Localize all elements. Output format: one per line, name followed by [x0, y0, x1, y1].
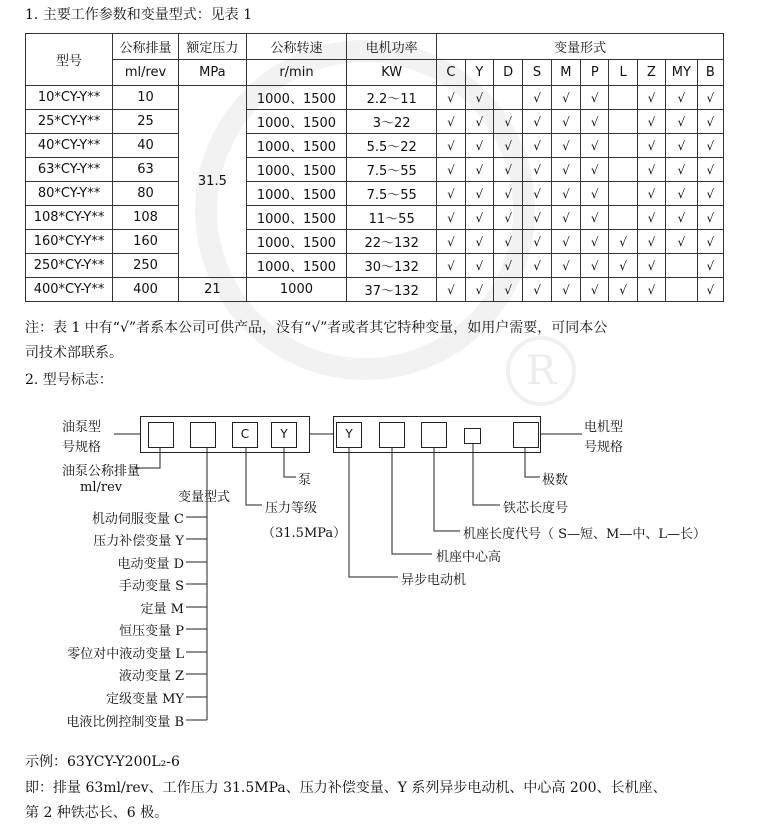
cell-model: 25*CY-Y**: [26, 110, 113, 134]
cell-check-d: √: [493, 182, 522, 206]
cell-pressure-merged: 31.5: [178, 86, 246, 278]
cell-check-y: √: [465, 158, 493, 182]
cell-check-my: √: [666, 206, 697, 230]
cell-model: 10*CY-Y**: [26, 86, 113, 110]
cell-check-d: √: [493, 278, 522, 302]
cell-model: 160*CY-Y**: [26, 230, 113, 254]
variable-type-item: 电动变量 D: [117, 557, 184, 572]
cell-check-s: √: [523, 254, 551, 278]
cell-check-p: √: [581, 278, 609, 302]
cell-check-s: √: [523, 230, 551, 254]
cell-check-l: √: [609, 230, 637, 254]
cell-check-z: √: [637, 230, 665, 254]
cell-displacement: 40: [113, 134, 179, 158]
cell-model: 250*CY-Y**: [26, 254, 113, 278]
var-code-d: D: [493, 60, 522, 86]
cell-check-p: √: [581, 230, 609, 254]
cell-speed: 1000、1500: [246, 182, 346, 206]
cell-power: 30～132: [347, 254, 437, 278]
cell-check-p: √: [581, 110, 609, 134]
unit-speed: r/min: [246, 60, 346, 86]
label-pump: 泵: [298, 473, 312, 488]
cell-check-p: √: [581, 134, 609, 158]
cell-check-y: √: [465, 278, 493, 302]
cell-speed: 1000: [246, 278, 346, 302]
cell-check-p: √: [581, 158, 609, 182]
unit-displacement: ml/rev: [113, 60, 179, 86]
header-model: 型号: [26, 34, 113, 86]
label-async-motor: 异步电动机: [401, 573, 467, 588]
watermark-registered-mark: R: [506, 336, 576, 406]
label-motor-spec-1: 电机型: [584, 420, 624, 435]
cell-displacement: 10: [113, 86, 179, 110]
cell-check-l: √: [609, 278, 637, 302]
label-pressure-grade: 压力等级: [265, 501, 318, 516]
label-pump-disp-1: 油泵公称排量: [62, 464, 141, 479]
note-line-1: 注：表 1 中有“√”者系本公司可供产品，没有“√”者或者其它特种变量，如用户需要，可同本公: [25, 320, 608, 336]
header-power: 电机功率: [347, 34, 437, 60]
cell-displacement: 25: [113, 110, 179, 134]
cell-check-d: √: [493, 254, 522, 278]
cell-check-y: √: [465, 230, 493, 254]
label-frame-length: 机座长度代号（ S—短、M—中、L—长）: [463, 527, 706, 542]
cell-check-c: √: [437, 278, 465, 302]
cell-check-m: √: [551, 254, 580, 278]
cell-power: 11～55: [347, 206, 437, 230]
label-pressure-value: （31.5MPa）: [262, 526, 347, 541]
explanation-line-1: 即：排量 63ml/rev、工作压力 31.5MPa、压力补偿变量、Y 系列异步电动机、中心高 200、长机座、: [25, 780, 667, 796]
cell-check-b: √: [697, 254, 723, 278]
cell-check-b: √: [697, 110, 723, 134]
cell-model: 400*CY-Y**: [26, 278, 113, 302]
cell-check-z: √: [637, 206, 665, 230]
cell-check-m: √: [551, 86, 580, 110]
slot-frame-length: [421, 422, 447, 448]
cell-check-s: √: [523, 182, 551, 206]
cell-check-my: √: [666, 230, 697, 254]
cell-check-m: √: [551, 278, 580, 302]
header-displacement: 公称排量: [113, 34, 179, 60]
cell-check-y: √: [465, 86, 493, 110]
cell-check-b: √: [697, 158, 723, 182]
heading-model-designation: 2. 型号标志：: [25, 372, 113, 388]
cell-model: 40*CY-Y**: [26, 134, 113, 158]
cell-check-m: √: [551, 134, 580, 158]
label-variable-type: 变量型式: [178, 490, 231, 505]
cell-speed: 1000、1500: [246, 230, 346, 254]
header-pressure: 额定压力: [178, 34, 246, 60]
slot-motor-y: Y: [336, 422, 362, 448]
cell-check-p: √: [581, 254, 609, 278]
cell-check-y: √: [465, 254, 493, 278]
cell-check-b: √: [697, 206, 723, 230]
cell-power: 3～22: [347, 110, 437, 134]
header-speed: 公称转速: [246, 34, 346, 60]
cell-displacement: 108: [113, 206, 179, 230]
cell-check-z: √: [637, 158, 665, 182]
cell-check-m: √: [551, 158, 580, 182]
cell-power: 37～132: [347, 278, 437, 302]
example-line: 示例：63YCY-Y200L₂-6: [25, 754, 180, 770]
cell-check-z: √: [637, 110, 665, 134]
cell-check-b: √: [697, 278, 723, 302]
label-core-length: 铁芯长度号: [503, 501, 569, 516]
var-code-b: B: [697, 60, 723, 86]
cell-check-b: √: [697, 182, 723, 206]
cell-check-c: √: [437, 230, 465, 254]
cell-displacement: 400: [113, 278, 179, 302]
variable-type-item: 定级变量 MY: [105, 692, 184, 707]
cell-check-m: √: [551, 110, 580, 134]
unit-power: KW: [347, 60, 437, 86]
cell-displacement: 160: [113, 230, 179, 254]
cell-check-d: √: [493, 158, 522, 182]
cell-power: 7.5～55: [347, 182, 437, 206]
cell-check-b: √: [697, 134, 723, 158]
cell-check-z: √: [637, 134, 665, 158]
cell-check-c: √: [437, 110, 465, 134]
cell-speed: 1000、1500: [246, 86, 346, 110]
cell-displacement: 250: [113, 254, 179, 278]
var-code-my: MY: [666, 60, 697, 86]
cell-check-z: √: [637, 278, 665, 302]
cell-model: 63*CY-Y**: [26, 158, 113, 182]
cell-model: 80*CY-Y**: [26, 182, 113, 206]
slot-core-length: [464, 428, 481, 444]
explanation-line-2: 第 2 种铁芯长、6 极。: [25, 805, 169, 821]
slot-variable-type: [190, 422, 216, 448]
heading-main-params: 1. 主要工作参数和变量型式：见表 1: [25, 7, 253, 23]
cell-speed: 1000、1500: [246, 206, 346, 230]
label-motor-spec-2: 号规格: [584, 440, 624, 455]
cell-check-s: √: [523, 110, 551, 134]
cell-check-y: √: [465, 206, 493, 230]
cell-check-c: √: [437, 254, 465, 278]
cell-check-c: √: [437, 134, 465, 158]
cell-check-y: √: [465, 182, 493, 206]
cell-check-c: √: [437, 206, 465, 230]
var-code-m: M: [551, 60, 580, 86]
variable-type-item: 液动变量 Z: [118, 669, 184, 684]
slot-pump-c: C: [232, 422, 258, 448]
cell-power: 2.2～11: [347, 86, 437, 110]
cell-speed: 1000、1500: [246, 158, 346, 182]
cell-check-s: √: [523, 206, 551, 230]
cell-displacement: 80: [113, 182, 179, 206]
cell-check-b: √: [697, 86, 723, 110]
variable-type-item: 电液比例控制变量 B: [66, 715, 184, 730]
cell-check-z: √: [637, 254, 665, 278]
slot-pump-y: Y: [271, 422, 297, 448]
cell-check-c: √: [437, 158, 465, 182]
cell-check-d: √: [493, 206, 522, 230]
var-code-l: L: [609, 60, 637, 86]
cell-power: 22～132: [347, 230, 437, 254]
cell-check-my: √: [666, 110, 697, 134]
note-line-2: 司技术部联系。: [25, 345, 123, 361]
cell-check-my: √: [666, 182, 697, 206]
variable-type-item: 定量 M: [140, 602, 184, 617]
cell-check-s: √: [523, 278, 551, 302]
var-code-z: Z: [637, 60, 665, 86]
label-pump-spec-2: 号规格: [62, 440, 102, 455]
cell-check-z: √: [637, 86, 665, 110]
var-code-s: S: [523, 60, 551, 86]
cell-speed: 1000、1500: [246, 134, 346, 158]
cell-check-d: √: [493, 134, 522, 158]
var-code-p: P: [581, 60, 609, 86]
cell-check-p: √: [581, 182, 609, 206]
cell-speed: 1000、1500: [246, 254, 346, 278]
variable-type-item: 零位对中液动变量 L: [67, 647, 184, 662]
cell-check-z: √: [637, 182, 665, 206]
var-code-c: C: [437, 60, 465, 86]
header-variable-type: 变量形式: [437, 34, 724, 60]
label-pump-disp-2: ml/rev: [80, 480, 123, 495]
cell-check-l: √: [609, 254, 637, 278]
cell-power: 7.5～55: [347, 158, 437, 182]
cell-check-d: √: [493, 230, 522, 254]
cell-check-m: √: [551, 206, 580, 230]
label-poles: 极数: [542, 473, 569, 488]
cell-check-p: √: [581, 206, 609, 230]
cell-check-b: √: [697, 230, 723, 254]
slot-pump-spec: [148, 422, 174, 448]
cell-power: 5.5～22: [347, 134, 437, 158]
variable-type-item: 恒压变量 P: [119, 624, 184, 639]
cell-check-m: √: [551, 230, 580, 254]
label-center-height: 机座中心高: [436, 550, 502, 565]
cell-speed: 1000、1500: [246, 110, 346, 134]
slot-poles: [513, 422, 539, 448]
cell-check-my: √: [666, 134, 697, 158]
cell-displacement: 63: [113, 158, 179, 182]
cell-check-my: √: [666, 158, 697, 182]
variable-type-item: 压力补偿变量 Y: [93, 534, 184, 549]
cell-check-c: √: [437, 182, 465, 206]
label-pump-spec-1: 油泵型: [62, 420, 102, 435]
cell-model: 108*CY-Y**: [26, 206, 113, 230]
cell-check-y: √: [465, 134, 493, 158]
cell-check-s: √: [523, 86, 551, 110]
cell-check-m: √: [551, 182, 580, 206]
unit-pressure: MPa: [178, 60, 246, 86]
cell-check-p: √: [581, 86, 609, 110]
variable-type-item: 机动伺服变量 C: [91, 512, 184, 527]
cell-check-y: √: [465, 110, 493, 134]
cell-pressure: 21: [178, 278, 246, 302]
cell-check-s: √: [523, 134, 551, 158]
variable-type-item: 手动变量 S: [118, 579, 184, 594]
cell-check-s: √: [523, 158, 551, 182]
slot-center-height: [379, 422, 405, 448]
cell-check-d: √: [493, 110, 522, 134]
cell-check-my: √: [666, 86, 697, 110]
cell-check-c: √: [437, 86, 465, 110]
var-code-y: Y: [465, 60, 493, 86]
